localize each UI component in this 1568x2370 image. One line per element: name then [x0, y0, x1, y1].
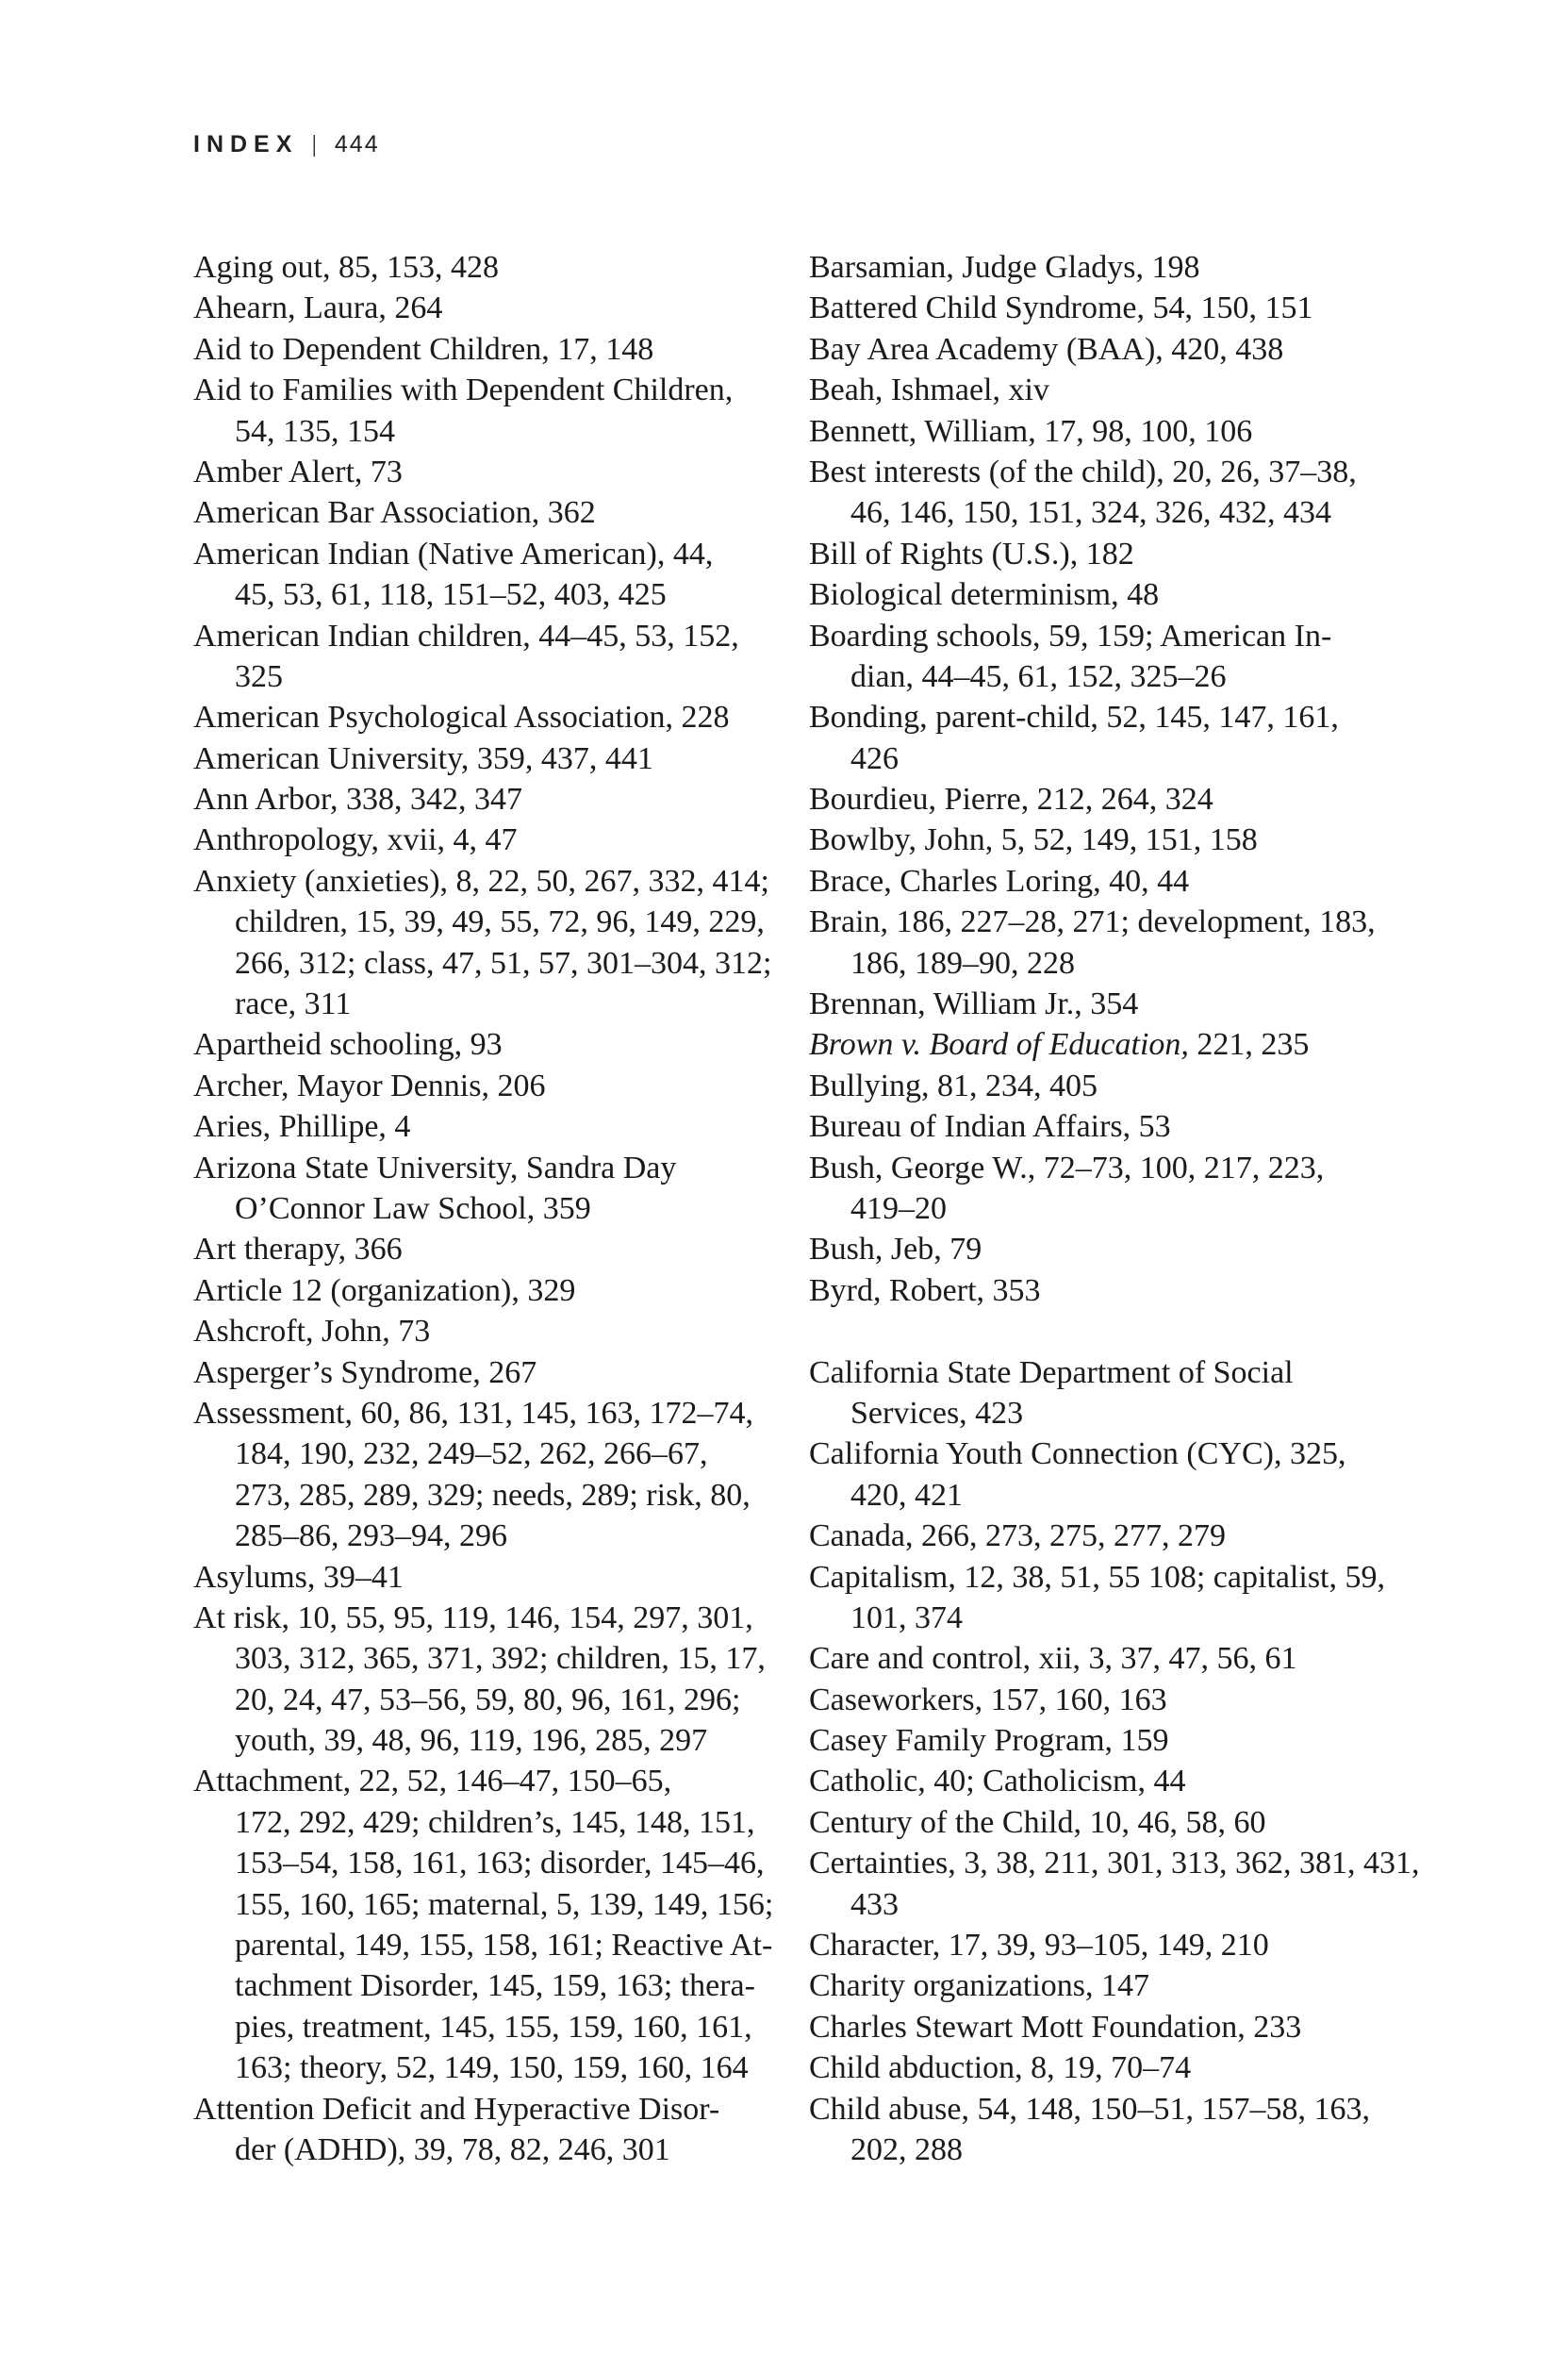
- index-entry-line: Asperger’s Syndrome, 267: [193, 1354, 537, 1390]
- index-entry-line: Best interests (of the child), 20, 26, 37–38,: [809, 454, 1357, 489]
- index-entry-line: 273, 285, 289, 329; needs, 289; risk, 80,: [235, 1477, 751, 1513]
- index-entry-line: 202, 288: [850, 2131, 963, 2167]
- index-entry-line: 186, 189–90, 228: [850, 945, 1075, 981]
- index-entry-line: Capitalism, 12, 38, 51, 55 108; capitalist, 59,: [809, 1559, 1386, 1595]
- index-entry-line: Arizona State University, Sandra Day: [193, 1150, 677, 1185]
- index-entry-line: Catholic, 40; Catholicism, 44: [809, 1764, 1186, 1799]
- index-entry-line: 433: [850, 1886, 899, 1922]
- index-entry-line: Ashcroft, John, 73: [193, 1314, 431, 1350]
- index-entry-line: Canada, 266, 273, 275, 277, 279: [809, 1518, 1226, 1554]
- index-entry-line: Bill of Rights (U.S.), 182: [809, 536, 1134, 572]
- index-entry-line: Aid to Families with Dependent Children,: [193, 373, 734, 408]
- index-entry-line: Child abuse, 54, 148, 150–51, 157–58, 163,: [809, 2091, 1370, 2127]
- index-entry-line: 172, 292, 429; children’s, 145, 148, 151,: [235, 1804, 755, 1840]
- index-entry-line: Bay Area Academy (BAA), 420, 438: [809, 331, 1284, 367]
- index-entry-line: dian, 44–45, 61, 152, 325–26: [850, 658, 1227, 694]
- index-entry-line: Battered Child Syndrome, 54, 150, 151: [809, 290, 1313, 326]
- index-entry-line: Caseworkers, 157, 160, 163: [809, 1682, 1167, 1717]
- index-entry-line: Bowlby, John, 5, 52, 149, 151, 158: [809, 822, 1258, 858]
- index-entry-line: Bourdieu, Pierre, 212, 264, 324: [809, 782, 1213, 818]
- index-entry-line: Aries, Phillipe, 4: [193, 1109, 411, 1145]
- index-entry-line: Boarding schools, 59, 159; American In-: [809, 618, 1332, 654]
- index-entry-line: 155, 160, 165; maternal, 5, 139, 149, 156;: [235, 1886, 774, 1922]
- italic-case-name: Brown v. Board of Education,: [809, 1027, 1189, 1063]
- index-entry-line: Beah, Ishmael, xiv: [809, 373, 1049, 408]
- index-entry-line: 303, 312, 365, 371, 392; children, 15, 17,: [235, 1641, 766, 1677]
- index-entry-line: American University, 359, 437, 441: [193, 740, 653, 776]
- index-entry-line: Asylums, 39–41: [193, 1559, 404, 1595]
- index-entry-line: Archer, Mayor Dennis, 206: [193, 1068, 546, 1103]
- index-entry-line: race, 311: [235, 986, 352, 1022]
- index-entry-line: der (ADHD), 39, 78, 82, 246, 301: [235, 2131, 670, 2167]
- index-entry-line: American Psychological Association, 228: [193, 700, 730, 736]
- index-entry-line: Biological determinism, 48: [809, 577, 1160, 613]
- index-entry-line: Brace, Charles Loring, 40, 44: [809, 863, 1190, 899]
- index-entry-line: Attachment, 22, 52, 146–47, 150–65,: [193, 1764, 672, 1799]
- index-entry-line: American Bar Association, 362: [193, 495, 596, 531]
- index-entry-line: Anxiety (anxieties), 8, 22, 50, 267, 332, 414;: [193, 863, 769, 899]
- index-entry-line: 420, 421: [850, 1477, 963, 1513]
- index-entry-line: Bureau of Indian Affairs, 53: [809, 1109, 1171, 1145]
- index-entry-line: 45, 53, 61, 118, 151–52, 403, 425: [235, 577, 667, 613]
- index-entry-line: American Indian (Native American), 44,: [193, 536, 714, 572]
- index-entry-line: 325: [235, 658, 283, 694]
- index-entry-line: Barsamian, Judge Gladys, 198: [809, 250, 1200, 285]
- index-entry-line: 419–20: [850, 1190, 947, 1226]
- index-column-left: [193, 247, 773, 2170]
- index-entry-line: 20, 24, 47, 53–56, 59, 80, 96, 161, 296;: [235, 1682, 741, 1717]
- header-separator: |: [312, 131, 317, 157]
- index-entry-line: 46, 146, 150, 151, 324, 326, 432, 434: [850, 495, 1331, 531]
- index-entry-line: Character, 17, 39, 93–105, 149, 210: [809, 1928, 1269, 1964]
- index-entry-line: pies, treatment, 145, 155, 159, 160, 161,: [235, 2009, 752, 2045]
- index-entry-line: Casey Family Program, 159: [809, 1723, 1169, 1759]
- index-entry-line: Care and control, xii, 3, 37, 47, 56, 61: [809, 1641, 1297, 1677]
- index-entry-line: Brennan, William Jr., 354: [809, 986, 1139, 1022]
- index-entry-line: 54, 135, 154: [235, 413, 395, 449]
- index-entry-line: California State Department of Social: [809, 1354, 1294, 1390]
- page-number: 444: [334, 131, 380, 157]
- index-entry-line: Bush, Jeb, 79: [809, 1232, 982, 1268]
- index-entry-line: Article 12 (organization), 329: [193, 1272, 576, 1308]
- index-entry-line: 101, 374: [850, 1599, 963, 1635]
- index-entry-line: 184, 190, 232, 249–52, 262, 266–67,: [235, 1436, 708, 1472]
- index-entry-line: 285–86, 293–94, 296: [235, 1518, 507, 1554]
- index-entry-line: Art therapy, 366: [193, 1232, 403, 1268]
- index-entry-line: Apartheid schooling, 93: [193, 1027, 503, 1063]
- index-entry-line: Brain, 186, 227–28, 271; development, 183,: [809, 904, 1376, 940]
- index-entry-line: youth, 39, 48, 96, 119, 196, 285, 297: [235, 1723, 708, 1759]
- index-entry-line: Anthropology, xvii, 4, 47: [193, 822, 518, 858]
- index-entry-line: Child abduction, 8, 19, 70–74: [809, 2050, 1192, 2086]
- index-entry-line: 426: [850, 740, 899, 776]
- index-entry-line: 163; theory, 52, 149, 150, 159, 160, 164: [235, 2050, 749, 2086]
- index-column-right: [809, 247, 1420, 2170]
- index-entry-line: 266, 312; class, 47, 51, 57, 301–304, 312;: [235, 945, 772, 981]
- index-entry-line: American Indian children, 44–45, 53, 152,: [193, 618, 739, 654]
- index-entry-line: At risk, 10, 55, 95, 119, 146, 154, 297, 301,: [193, 1599, 753, 1635]
- index-entry-line: California Youth Connection (CYC), 325,: [809, 1436, 1346, 1472]
- index-entry-line: Charity organizations, 147: [809, 1968, 1150, 2004]
- index-entry-line: 153–54, 158, 161, 163; disorder, 145–46,: [235, 1846, 765, 1881]
- index-entry-line: Certainties, 3, 38, 211, 301, 313, 362, 381, 431,: [809, 1846, 1420, 1881]
- index-entry-line: O’Connor Law School, 359: [235, 1190, 591, 1226]
- index-entry-line: Bennett, William, 17, 98, 100, 106: [809, 413, 1253, 449]
- page-header: [193, 130, 380, 158]
- index-entry-line: Amber Alert, 73: [193, 454, 403, 489]
- index-entry-line: children, 15, 39, 49, 55, 72, 96, 149, 229,: [235, 904, 765, 940]
- index-entry-line: tachment Disorder, 145, 159, 163; thera-: [235, 1968, 755, 2004]
- index-entry-line: Aging out, 85, 153, 428: [193, 250, 499, 285]
- index-entry-line: Aid to Dependent Children, 17, 148: [193, 331, 654, 367]
- section-gap-line: [809, 1311, 1389, 1351]
- index-entry-line: parental, 149, 155, 158, 161; Reactive At-: [235, 1928, 773, 1964]
- index-body: [193, 247, 1420, 2170]
- index-entry-line: Bonding, parent-child, 52, 145, 147, 161,: [809, 700, 1339, 736]
- index-heading-label: INDEX: [193, 131, 299, 157]
- index-entry-line: Byrd, Robert, 353: [809, 1272, 1041, 1308]
- index-entry-line: Assessment, 60, 86, 131, 145, 163, 172–74,: [193, 1395, 754, 1431]
- index-entry-line: Attention Deficit and Hyperactive Disor-: [193, 2091, 720, 2127]
- index-entry-line: Charles Stewart Mott Foundation, 233: [809, 2009, 1302, 2045]
- index-entry-line: Ahearn, Laura, 264: [193, 290, 443, 326]
- index-entry-line: Century of the Child, 10, 46, 58, 60: [809, 1804, 1266, 1840]
- index-entry-line: Services, 423: [850, 1395, 1024, 1431]
- index-entry-line: Brown v. Board of Education, 221, 235: [809, 1027, 1310, 1063]
- index-entry-line: Bullying, 81, 234, 405: [809, 1068, 1098, 1103]
- index-entry-line: Ann Arbor, 338, 342, 347: [193, 782, 523, 818]
- index-entry-line: Bush, George W., 72–73, 100, 217, 223,: [809, 1150, 1325, 1185]
